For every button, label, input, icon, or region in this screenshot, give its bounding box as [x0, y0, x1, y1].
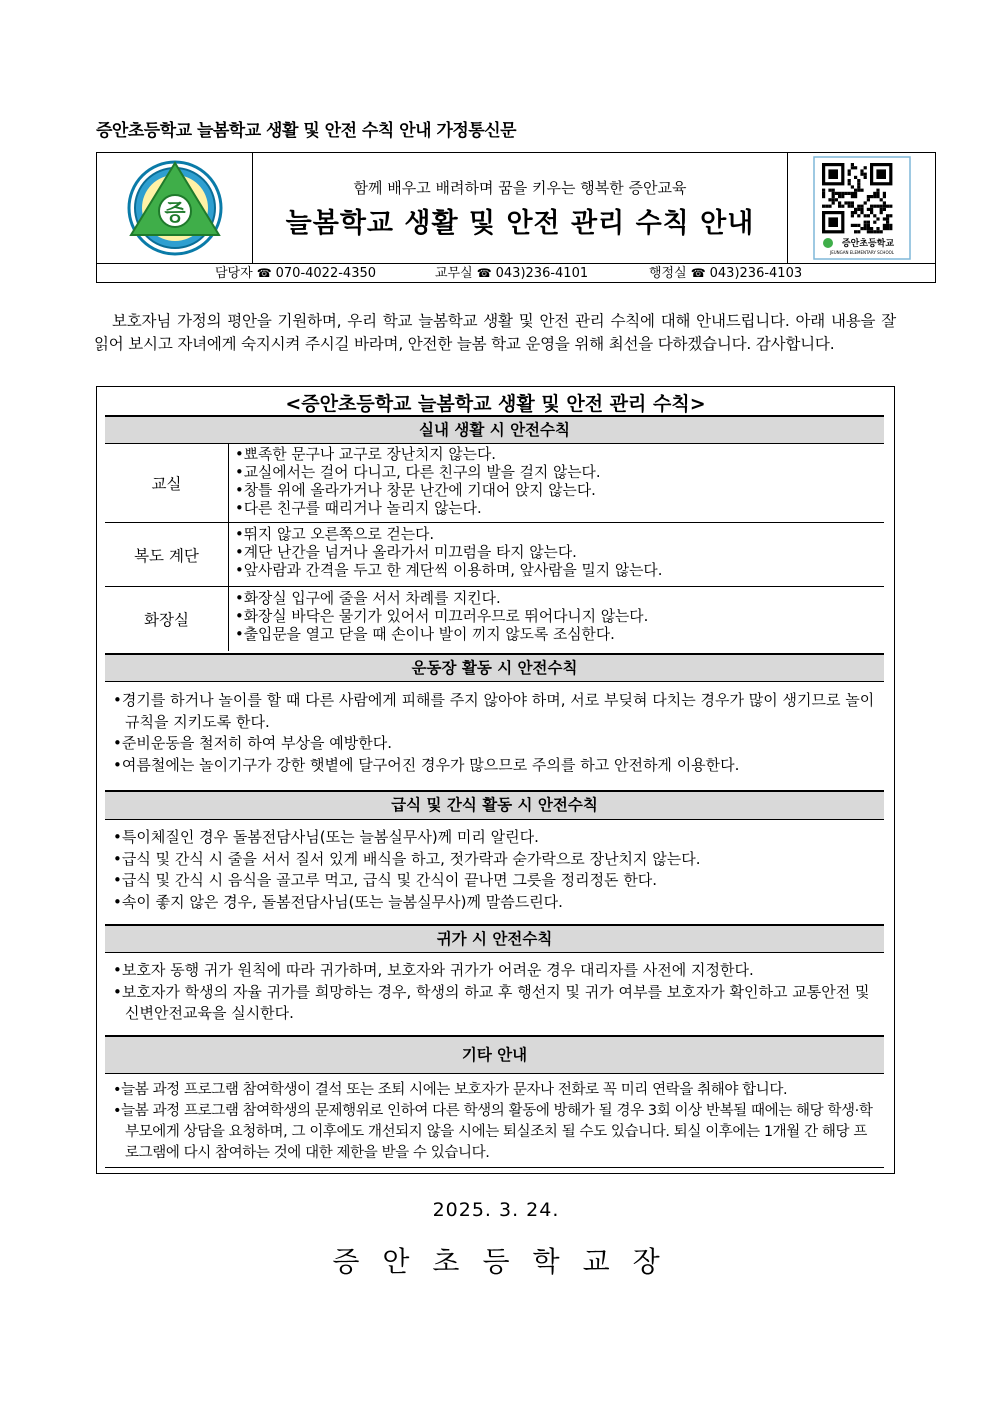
contact-label: 교무실: [435, 266, 473, 281]
section-header-indoor: 실내 생활 시 안전수칙: [105, 415, 884, 444]
school-logo: [97, 153, 253, 263]
contact-manager: [215, 264, 376, 283]
phone-icon: ☎: [690, 266, 706, 280]
room-row-hallway: [105, 523, 884, 587]
intro-paragraph: [94, 310, 896, 356]
intro-text: 보호자님 가정의 평안을 기원하며, 우리 학교 늘봄학교 생활 및 안전 관리 수칙에 대해 안내드립니다. 아래 내용을 잘 읽어 보시고 자녀에게 숙지시켜 주시길 바라며, 안전한 늘봄 학교 운영을 위해 최선을 다하겠습니다. 감사합니다.: [94, 312, 896, 353]
other-list: [113, 1080, 880, 1164]
playground-list: [113, 690, 880, 776]
issue-date: 2025. 3. 24.: [432, 1199, 560, 1221]
section-header-other: 기타 안내: [105, 1035, 884, 1074]
room-items: [235, 526, 880, 580]
contact-row: [97, 263, 935, 283]
section-header-meal: 급식 및 간식 활동 시 안전수칙: [105, 790, 884, 820]
list-item: •교실에서는 걸어 다니고, 다른 친구의 발을 걸지 않는다.: [235, 464, 601, 481]
contact-phone: 043)236-4103: [709, 266, 803, 281]
meal-list: [113, 827, 880, 913]
notice-title: 늘봄학교 생활 및 안전 관리 수칙 안내: [285, 208, 755, 239]
list-item: •화장실 바닥은 물기가 있어서 미끄러우므로 뛰어다니지 않는다.: [235, 608, 649, 625]
list-item: •경기를 하거나 놀이를 할 때 다른 사람에게 피해를 주지 않아야 하며, 서로 부딪혀 다치는 경우가 많이 생기므로 놀이규칙을 지키도록 한다.: [113, 691, 875, 731]
document-title: 증안초등학교 늘봄학교 생활 및 안전 수칙 안내 가정통신문: [96, 121, 517, 141]
rules-title: <증안초등학교 늘봄학교 생활 및 안전 관리 수칙>: [285, 393, 706, 415]
phone-icon: ☎: [476, 266, 492, 280]
list-item: •앞사람과 간격을 두고 한 계단씩 이용하며, 앞사람을 밀지 않는다.: [235, 562, 663, 579]
section-header-playground: 운동장 활동 시 안전수칙: [105, 653, 884, 682]
list-item: •보호자 동행 귀가 원칙에 따라 귀가하며, 보호자와 귀가가 어려운 경우 대리자를 사전에 지정한다.: [113, 961, 754, 979]
section-header-homecoming: 귀가 시 안전수칙: [105, 924, 884, 953]
phone-icon: ☎: [256, 266, 272, 280]
list-item: •뛰지 않고 오른쪽으로 걷는다.: [235, 526, 435, 543]
list-item: •계단 난간을 넘거나 올라가서 미끄럼을 타지 않는다.: [235, 544, 577, 561]
room-name: 복도 계단: [105, 523, 229, 586]
contact-label: 행정실: [649, 266, 687, 281]
logo-cell: [97, 153, 253, 263]
contact-academic-office: [435, 264, 588, 283]
logo-letter: 증: [164, 201, 186, 226]
header-center: [253, 153, 787, 263]
list-item: •화장실 입구에 줄을 서서 차례를 지킨다.: [235, 590, 501, 607]
school-slogan: 함께 배우고 배려하며 꿈을 키우는 행복한 증안교육: [353, 179, 687, 197]
letterhead: [96, 152, 936, 283]
qr-cell: [787, 153, 935, 263]
qr-school-english: JEUNGAN ELEMENTARY SCHOOL: [830, 250, 894, 255]
list-item: •보호자가 학생의 자율 귀가를 희망하는 경우, 학생의 하교 후 행선지 및 귀가 여부를 보호자가 확인하고 교통안전 및 신변안전교육을 실시한다.: [113, 982, 870, 1022]
room-items: [235, 590, 880, 644]
contact-phone: 043)236-4101: [495, 266, 589, 281]
list-item: •창틀 위에 올라가거나 창문 난간에 기대어 앉지 않는다.: [235, 482, 596, 499]
list-item: •급식 및 간식 시 음식을 골고루 먹고, 급식 및 간식이 끝나면 그릇을 정리정돈 한다.: [113, 871, 658, 889]
room-name: 교실: [105, 444, 229, 522]
list-item: •뾰족한 문구나 교구로 장난치지 않는다.: [235, 446, 496, 463]
signer: 증안초등학교장: [332, 1245, 683, 1278]
list-item: •준비운동을 철저히 하여 부상을 예방한다.: [113, 734, 393, 752]
list-item: •급식 및 간식 시 줄을 서서 질서 있게 배식을 하고, 젓가락과 숟가락으로 장난치지 않는다.: [113, 849, 701, 868]
contact-phone: 070-4022-4350: [275, 266, 377, 281]
contact-admin-office: [649, 264, 802, 283]
list-item: •늘봄 과정 프로그램 참여학생이 결석 또는 조퇴 시에는 보호자가 문자나 전화로 꼭 미리 연락을 취해야 합니다.: [113, 1082, 788, 1098]
qr-code[interactable]: [788, 153, 936, 263]
contact-label: 담당자: [215, 266, 253, 281]
qr-school-name: 증안초등학교: [841, 239, 895, 249]
homecoming-list: [113, 960, 880, 1025]
list-item: •특이체질인 경우 돌봄전담사님(또는 늘봄실무사)께 미리 알린다.: [113, 828, 539, 846]
list-item: •여름철에는 놀이기구가 강한 햇볕에 달구어진 경우가 많으므로 주의를 하고 안전하게 이용한다.: [113, 755, 740, 774]
list-item: •속이 좋지 않은 경우, 돌봄전담사님(또는 늘봄실무사)께 말씀드린다.: [113, 892, 563, 911]
room-row-classroom: [105, 444, 884, 523]
bottom-rule: [105, 1167, 884, 1168]
room-row-restroom: [105, 587, 884, 651]
list-item: •늘봄 과정 프로그램 참여학생의 문제행위로 인하여 다른 학생의 활동에 방해가 될 경우 3회 이상 반복될 때에는 해당 학생·학부모에게 상담을 요청하며, 그 이후에도 개선되지 않을 시에는 퇴실조치 될 수도 있습니다. 퇴실 이후에는 1개월 간 해당 프로그램에 다시 참여하는 것에 대한 제한을 받을 수 있습니다.: [113, 1103, 873, 1161]
room-items: [235, 446, 880, 518]
room-name: 화장실: [105, 587, 229, 651]
list-item: •다른 친구를 때리거나 놀리지 않는다.: [235, 500, 482, 517]
rules-box: [96, 386, 895, 1174]
list-item: •출입문을 열고 닫을 때 손이나 발이 끼지 않도록 조심한다.: [235, 626, 615, 643]
